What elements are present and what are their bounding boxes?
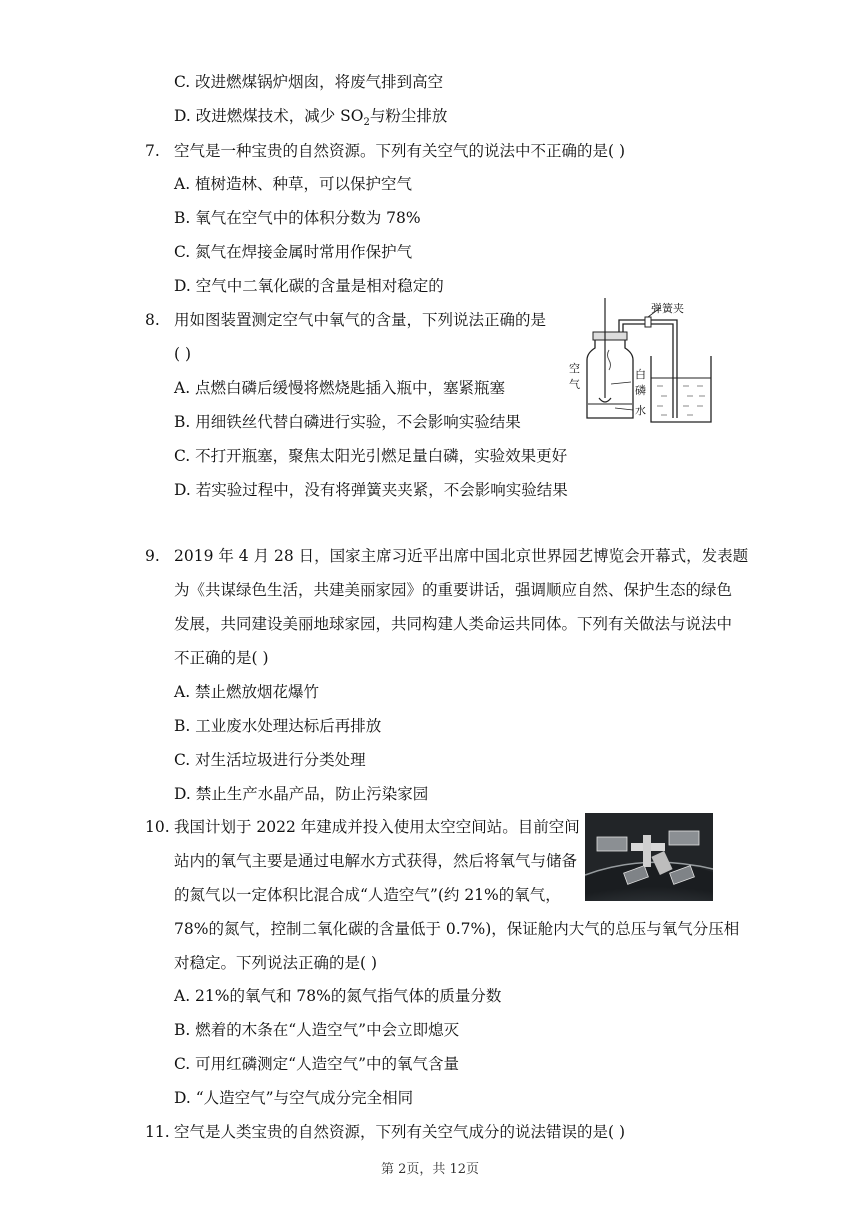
- q6-option-d: D. 改进燃煤技术，减少 $SO_2$与粉尘排放: [174, 107, 448, 129]
- q8-option-a: A. 点燃白磷后缓慢将燃烧匙插入瓶中，塞紧瓶塞: [174, 379, 506, 397]
- figure-label-air-2: 气: [569, 379, 580, 391]
- q10-stem-line-5: 对稳定。下列说法正确的是( ): [174, 954, 378, 972]
- figure-label-phosphorus-1: 白: [635, 369, 646, 381]
- q9-option-b: B. 工业废水处理达标后再排放: [174, 717, 382, 735]
- page-footer: 第 2页，共 12页: [380, 1162, 480, 1177]
- figure-label-clamp: 弹簧夹: [651, 303, 684, 315]
- q9-option-a: A. 禁止燃放烟花爆竹: [174, 683, 320, 701]
- q9-stem-line-2: 为《共谋绿色生活，共建美丽家园》的重要讲话，强调顺应自然、保护生态的绿色: [174, 581, 733, 599]
- q10-number: 10.: [145, 818, 170, 836]
- q7-option-a: A. 植树造林、种草，可以保护空气: [174, 175, 413, 193]
- q8-option-c: C. 不打开瓶塞，聚焦太阳光引燃足量白磷，实验效果更好: [174, 447, 568, 465]
- figure-label-water: 水: [635, 405, 646, 417]
- space-station-photo: [585, 813, 713, 901]
- q10-stem-line-2: 站内的氧气主要是通过电解水方式获得，然后将氧气与储备: [174, 852, 578, 870]
- q10-option-c: C. 可用红磷测定“人造空气”中的氧气含量: [174, 1055, 460, 1073]
- q8-number: 8.: [145, 311, 160, 329]
- q10-option-b: B. 燃着的木条在“人造空气”中会立即熄灭: [174, 1021, 460, 1039]
- q11-stem: 空气是人类宝贵的自然资源，下列有关空气成分的说法错误的是( ): [174, 1123, 626, 1141]
- q8-option-d: D. 若实验过程中，没有将弹簧夹夹紧，不会影响实验结果: [174, 481, 568, 499]
- q11-number: 11.: [145, 1123, 170, 1141]
- figure-label-air-1: 空: [569, 363, 580, 375]
- q7-option-d: D. 空气中二氧化碳的含量是相对稳定的: [174, 277, 444, 295]
- q8-option-b: B. 用细铁丝代替白磷进行实验，不会影响实验结果: [174, 413, 521, 431]
- q7-stem: 空气是一种宝贵的自然资源。下列有关空气的说法中不正确的是( ): [174, 142, 626, 160]
- q9-stem-line-3: 发展，共同建设美丽地球家园，共同构建人类命运共同体。下列有关做法与说法中: [174, 615, 733, 633]
- oxygen-measurement-apparatus-figure: [565, 298, 715, 428]
- q7-number: 7.: [145, 142, 160, 160]
- q9-option-c: C. 对生活垃圾进行分类处理: [174, 751, 366, 769]
- q10-option-a: A. 21%的氧气和 78%的氮气指气体的质量分数: [174, 987, 502, 1005]
- q6-option-c: C. 改进燃煤锅炉烟囱，将废气排到高空: [174, 73, 444, 91]
- q7-option-b: B. 氧气在空气中的体积分数为 78%: [174, 209, 421, 227]
- q10-stem-line-4: 78%的氮气，控制二氧化碳的含量低于 0.7%)，保证舱内大气的总压与氧气分压相: [174, 920, 740, 938]
- q8-stem: 用如图装置测定空气中氧气的含量，下列说法正确的是: [174, 311, 547, 329]
- q9-option-d: D. 禁止生产水晶产品，防止污染家园: [174, 785, 429, 803]
- q10-stem-line-1: 我国计划于 2022 年建成并投入使用太空空间站。目前空间: [174, 818, 580, 836]
- q7-option-c: C. 氮气在焊接金属时常用作保护气: [174, 243, 413, 261]
- q8-stem-paren: ( ): [174, 345, 192, 363]
- q10-option-d: D. “人造空气”与空气成分完全相同: [174, 1089, 414, 1107]
- q10-stem-line-3: 的氮气以一定体积比混合成“人造空气”(约 21%的氧气，: [174, 886, 561, 904]
- q9-number: 9.: [145, 547, 160, 565]
- q9-stem-line-1: 2019 年 4 月 28 日，国家主席习近平出席中国北京世界园艺博览会开幕式，发表题: [174, 547, 749, 565]
- q9-stem-line-4: 不正确的是( ): [174, 649, 269, 667]
- figure-label-phosphorus-2: 磷: [635, 385, 646, 397]
